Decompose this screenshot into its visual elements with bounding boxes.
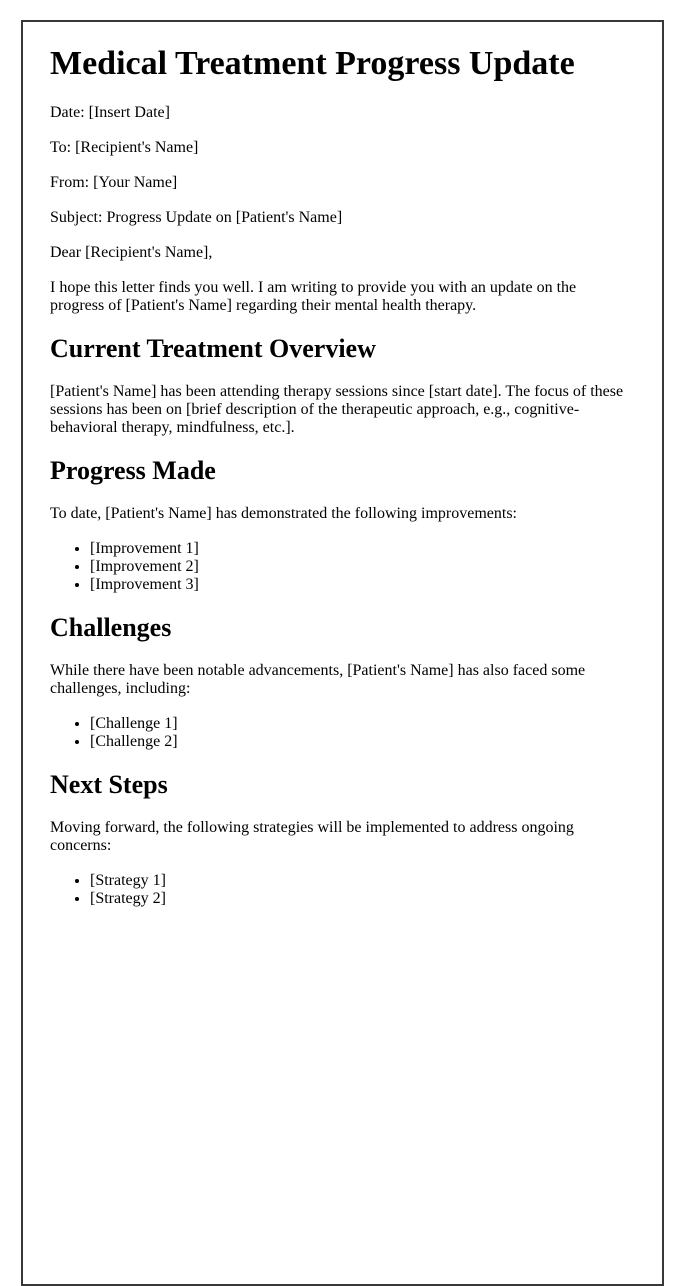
list-item-improvement-2: • [Improvement 2]	[90, 558, 633, 576]
section-heading-progress-made: Progress Made	[50, 456, 216, 485]
progress-made-paragraph: To date, [Patient's Name] has demonstrated the following improvements:	[50, 505, 517, 522]
to-line: To: [Recipient's Name]	[50, 139, 199, 156]
list-item-challenge-1: • [Challenge 1]	[90, 715, 633, 733]
next-steps-paragraph: Moving forward, the following strategies will be implemented to address ongoing concerns:	[50, 819, 574, 854]
page-title: Medical Treatment Progress Update	[50, 45, 575, 82]
list-item-challenge-2: • [Challenge 2]	[90, 733, 633, 751]
challenges-paragraph: While there have been notable advancements, [Patient's Name] has also faced some challenges, including:	[50, 662, 586, 697]
salutation: Dear [Recipient's Name],	[50, 244, 213, 261]
section-heading-next-steps: Next Steps	[50, 770, 168, 799]
list-item-improvement-1: • [Improvement 1]	[90, 540, 633, 558]
letter-page	[21, 20, 664, 1286]
list-item-strategy-2: • [Strategy 2]	[90, 890, 633, 908]
challenges-list	[50, 715, 633, 751]
section-heading-current-treatment-overview: Current Treatment Overview	[50, 334, 376, 363]
from-line: From: [Your Name]	[50, 174, 178, 191]
section-heading-challenges: Challenges	[50, 613, 172, 642]
improvements-list	[50, 540, 633, 594]
current-treatment-overview-paragraph: [Patient's Name] has been attending therapy sessions since [start date]. The focus of these sessions has been on [brief description of the therapeutic approach, e.g., cognitive-behavioral therapy, mindfulness, etc.].	[50, 383, 624, 436]
date-line: Date: [Insert Date]	[50, 104, 170, 121]
strategies-list	[50, 872, 633, 908]
intro-paragraph: I hope this letter finds you well. I am writing to provide you with an update on the progress of [Patient's Name] regarding their mental health therapy.	[50, 279, 577, 314]
list-item-strategy-1: • [Strategy 1]	[90, 872, 633, 890]
list-item-improvement-3: • [Improvement 3]	[90, 576, 633, 594]
subject-line: Subject: Progress Update on [Patient's Name]	[50, 209, 343, 226]
